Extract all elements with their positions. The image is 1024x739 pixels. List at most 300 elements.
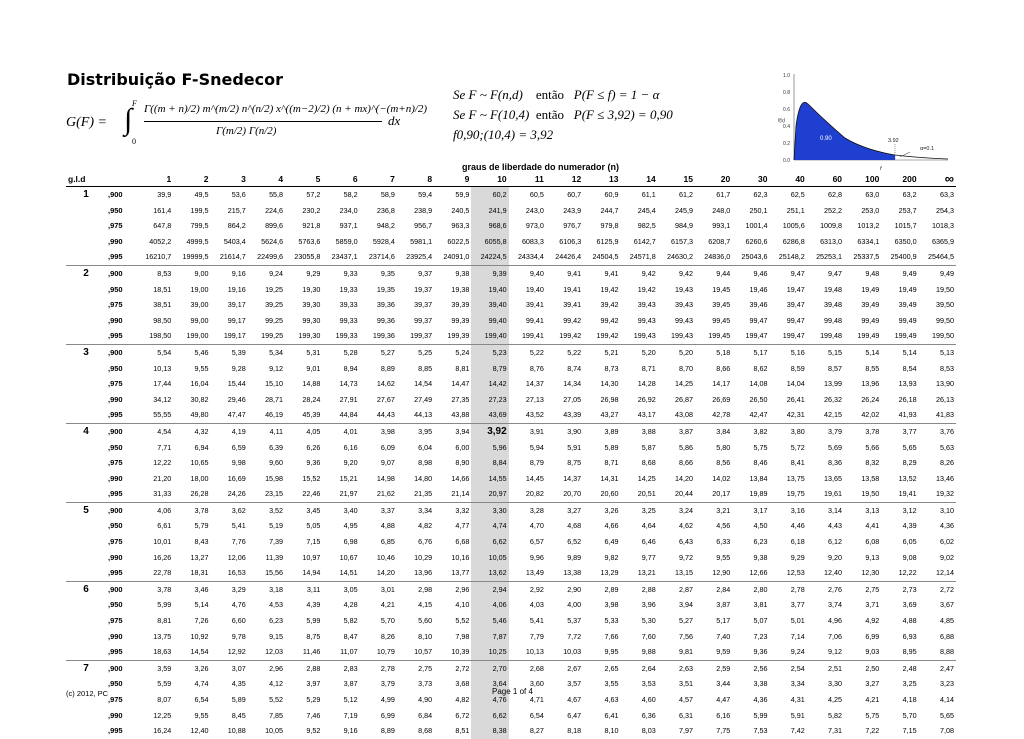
table-cell: 26,87 (674, 394, 693, 404)
table-cell: 19,48 (824, 284, 843, 294)
probability-cell: ,975 (108, 300, 123, 310)
table-row (66, 361, 956, 377)
probability-cell: ,990 (108, 710, 123, 720)
table-cell: 8,79 (529, 458, 544, 468)
table-cell: 14,34 (563, 379, 582, 389)
table-cell: 13,49 (525, 568, 544, 578)
table-cell: 5,79 (194, 521, 209, 531)
table-cell: 8,10 (418, 631, 433, 641)
table-row (66, 581, 956, 597)
probability-cell: ,975 (108, 458, 123, 468)
table-cell: 4,05 (285, 423, 322, 439)
table-cell: 6106,3 (559, 236, 582, 246)
f-distribution-table (66, 172, 956, 739)
table-cell: 24224,5 (471, 249, 508, 265)
df-denominator-cell: 4 (66, 423, 106, 439)
table-cell: 2,75 (397, 660, 434, 676)
probability-cell: ,995 (108, 647, 123, 657)
probability-cell: ,995 (108, 331, 123, 341)
table-cell: 20,60 (600, 489, 619, 499)
table-cell: 5,14 (881, 344, 918, 360)
table-cell: 27,13 (525, 394, 544, 404)
table-cell: 6,39 (269, 442, 284, 452)
table-cell: 5,27 (678, 616, 693, 626)
table-cell: 7,76 (231, 537, 246, 547)
table-cell: 14,94 (302, 568, 321, 578)
table-cell: 6,23 (753, 537, 768, 547)
table-cell: 10,05 (471, 550, 508, 566)
table-cell: 5,41 (529, 616, 544, 626)
table-cell: 3,82 (732, 423, 769, 439)
table-cell: 13,46 (936, 473, 954, 483)
table-cell: 5,20 (658, 344, 695, 360)
table-cell: 3,68 (455, 679, 470, 689)
table-cell: 21614,7 (219, 252, 246, 262)
table-cell: 7,42 (790, 726, 805, 736)
table-cell: 5,39 (211, 344, 248, 360)
table-cell: 39,50 (936, 300, 954, 310)
table-cell: 4,53 (269, 600, 284, 610)
table-cell: 2,75 (844, 581, 881, 597)
probability-cell: ,900 (106, 344, 136, 360)
table-cell: 4,06 (136, 502, 173, 518)
table-cell: 9,24 (790, 647, 805, 657)
col-header-16: 20 (695, 172, 732, 187)
table-cell: 5,27 (360, 344, 397, 360)
table-cell: 6286,8 (782, 236, 805, 246)
table-cell: 3,87 (658, 423, 695, 439)
table-cell: 8,84 (471, 455, 508, 471)
table-cell: 3,21 (695, 502, 732, 518)
table-cell: 16,04 (190, 379, 209, 389)
table-cell: 6,62 (471, 708, 508, 724)
table-cell: 3,87 (343, 679, 358, 689)
table-cell: 199,00 (186, 331, 209, 341)
table-cell: 5,70 (380, 616, 395, 626)
table-cell: 2,65 (583, 660, 620, 676)
table-cell: 39,43 (637, 300, 656, 310)
table-cell: 19,49 (861, 284, 880, 294)
table-cell: 3,57 (567, 679, 582, 689)
table-cell: 12,40 (824, 568, 843, 578)
probability-cell: ,995 (108, 489, 123, 499)
table-cell: 19,30 (302, 284, 321, 294)
table-cell: 3,74 (828, 600, 843, 610)
table-cell: 26,69 (712, 394, 731, 404)
table-cell: 99,42 (563, 315, 582, 325)
df-denominator-cell (66, 392, 106, 408)
table-cell: 57,2 (285, 187, 322, 203)
table-cell: 5,41 (231, 521, 246, 531)
table-cell: 39,49 (898, 300, 917, 310)
table-cell: 14,62 (376, 379, 395, 389)
table-cell: 10,03 (563, 647, 582, 657)
table-cell: 99,49 (898, 315, 917, 325)
table-cell: 19,45 (712, 284, 731, 294)
table-cell: 4,00 (567, 600, 582, 610)
table-cell: 12,40 (190, 726, 209, 736)
table-cell: 3,77 (790, 600, 805, 610)
table-cell: 7,40 (716, 631, 731, 641)
table-cell: 5928,4 (372, 236, 395, 246)
table-cell: 5,52 (269, 695, 284, 704)
table-cell: 20,44 (674, 489, 693, 499)
table-cell: 6,54 (529, 710, 544, 720)
table-cell: 19,33 (339, 284, 358, 294)
table-cell: 230,2 (302, 205, 321, 215)
table-cell: 4,31 (790, 695, 805, 704)
table-cell: 6,88 (940, 631, 954, 641)
table-cell: 8,73 (604, 363, 619, 373)
table-cell: 25337,5 (853, 252, 880, 262)
table-cell: 5,29 (306, 695, 321, 704)
table-cell: 5,13 (919, 344, 956, 360)
table-cell: 9,48 (844, 265, 881, 281)
table-cell: 43,27 (600, 410, 619, 420)
table-cell: 99,45 (712, 315, 731, 325)
table-cell: 16,26 (153, 552, 172, 562)
table-cell: 4,41 (865, 521, 880, 531)
table-cell: 9,33 (322, 265, 359, 281)
table-cell: 14,30 (600, 379, 619, 389)
table-cell: 2,72 (919, 581, 956, 597)
table-cell: 10,65 (190, 458, 209, 468)
table-cell: 7,53 (753, 726, 768, 736)
table-cell: 921,8 (302, 221, 321, 231)
table-cell: 9,89 (567, 552, 582, 562)
table-cell: 12,06 (227, 552, 246, 562)
table-cell: 53,6 (211, 187, 248, 203)
table-cell: 46,19 (265, 410, 284, 420)
table-cell: 6,18 (790, 537, 805, 547)
table-cell: 5,89 (604, 442, 619, 452)
formula-numerator: Γ((m + n)/2) m^(m/2) n^(n/2) x^((m−2)/2) (n + mx)^(−(m+n)/2) (144, 103, 428, 115)
table-cell: 6,26 (306, 442, 321, 452)
table-cell: 253,0 (861, 205, 880, 215)
table-cell: 5,34 (248, 344, 285, 360)
table-cell: 4,43 (828, 521, 843, 531)
table-cell: 199,17 (223, 331, 246, 341)
table-cell: 62,5 (770, 187, 807, 203)
table-cell: 99,37 (414, 315, 433, 325)
formula-dx: dx (388, 113, 401, 128)
table-cell: 4,76 (231, 600, 246, 610)
table-cell: 8,75 (306, 631, 321, 641)
table-cell: 7,46 (306, 710, 321, 720)
table-cell: 3,30 (828, 679, 843, 689)
probability-cell: ,975 (108, 616, 123, 626)
table-cell: 99,50 (936, 315, 954, 325)
table-row (66, 313, 956, 329)
table-cell: 250,1 (749, 205, 768, 215)
table-cell: 937,1 (339, 221, 358, 231)
table-cell: 2,50 (844, 660, 881, 676)
table-cell: 3,52 (248, 502, 285, 518)
table-cell: 14,42 (471, 376, 508, 392)
table-cell: 26,98 (600, 394, 619, 404)
table-cell: 4,68 (567, 521, 582, 531)
table-cell: 10,92 (190, 631, 209, 641)
table-cell: 4,50 (753, 521, 768, 531)
table-cell: 4,82 (455, 695, 470, 704)
probability-cell: ,975 (108, 221, 123, 231)
table-cell: 11,46 (302, 647, 321, 657)
table-cell: 6,47 (567, 710, 582, 720)
table-cell: 99,43 (637, 315, 656, 325)
probability-cell: ,975 (108, 379, 123, 389)
table-cell: 2,51 (807, 660, 844, 676)
table-cell: 8,27 (529, 726, 544, 736)
table-cell: 4,70 (529, 521, 544, 531)
col-header-15: 15 (658, 172, 695, 187)
table-cell: 6,36 (641, 710, 656, 720)
table-cell: 43,69 (471, 407, 508, 423)
table-cell: 14,37 (563, 473, 582, 483)
table-cell: 7,15 (902, 726, 917, 736)
table-cell: 2,88 (620, 581, 657, 597)
table-cell: 5,14 (844, 344, 881, 360)
table-cell: 14,54 (190, 647, 209, 657)
table-cell: 25148,2 (778, 252, 805, 262)
table-cell: 9,47 (807, 265, 844, 281)
table-cell: 3,29 (211, 581, 248, 597)
table-cell: 61,1 (620, 187, 657, 203)
table-cell: 99,40 (471, 313, 508, 329)
table-cell: 8,36 (828, 458, 843, 468)
page-title: Distribuição F-Snedecor (67, 70, 283, 89)
table-cell: 5,25 (397, 344, 434, 360)
table-cell: 5,28 (322, 344, 359, 360)
table-cell: 99,30 (302, 315, 321, 325)
table-row (66, 518, 956, 534)
table-row (66, 297, 956, 313)
table-cell: 6,72 (455, 710, 470, 720)
table-cell: 26,28 (190, 489, 209, 499)
table-cell: 3,01 (360, 581, 397, 597)
table-cell: 58,9 (360, 187, 397, 203)
table-cell: 24091,0 (443, 252, 470, 262)
table-cell: 2,70 (471, 660, 508, 676)
df-denominator-cell (66, 597, 106, 613)
table-cell: 15,10 (265, 379, 284, 389)
table-cell: 2,87 (658, 581, 695, 597)
table-cell: 60,7 (546, 187, 583, 203)
table-cell: 16,53 (227, 568, 246, 578)
table-cell: 9,78 (231, 631, 246, 641)
table-cell: 8,95 (902, 647, 917, 657)
table-cell: 4,21 (380, 600, 395, 610)
table-cell: 39,45 (712, 300, 731, 310)
table-cell: 4,96 (828, 616, 843, 626)
table-cell: 19999,5 (182, 252, 209, 262)
table-cell: 7,97 (678, 726, 693, 736)
probability-cell: ,950 (108, 442, 123, 452)
table-cell: 6260,6 (745, 236, 768, 246)
table-cell: 22,46 (302, 489, 321, 499)
table-cell: 199,30 (298, 331, 321, 341)
table-cell: 24,26 (227, 489, 246, 499)
table-cell: 2,98 (397, 581, 434, 597)
table-cell: 979,8 (600, 221, 619, 231)
table-cell: 3,44 (716, 679, 731, 689)
table-cell: 3,60 (529, 679, 544, 689)
table-cell: 14,08 (749, 379, 768, 389)
table-cell: 224,6 (265, 205, 284, 215)
table-cell: 6,68 (455, 537, 470, 547)
table-cell: 27,23 (471, 392, 508, 408)
table-cell: 13,27 (190, 552, 209, 562)
table-cell: 19,40 (471, 282, 508, 298)
table-cell: 6313,0 (820, 236, 843, 246)
table-row (66, 282, 956, 298)
table-cell: 14,04 (786, 379, 805, 389)
table-cell: 3,38 (753, 679, 768, 689)
table-cell: 14,47 (451, 379, 470, 389)
df-denominator-cell (66, 613, 106, 629)
table-cell: 10,13 (153, 363, 172, 373)
table-cell: 9,13 (865, 552, 880, 562)
numerator-df-label: graus de liberdade do numerador (n) (462, 162, 620, 172)
table-cell: 6,99 (380, 710, 395, 720)
table-cell: 5,46 (173, 344, 210, 360)
table-cell: 9,24 (248, 265, 285, 281)
corner-header: g.l.d (66, 172, 106, 187)
table-cell: 9,88 (641, 647, 656, 657)
table-cell: 14,17 (712, 379, 731, 389)
table-cell: 5,15 (807, 344, 844, 360)
table-cell: 10,79 (376, 647, 395, 657)
table-row (66, 629, 956, 645)
table-cell: 39,48 (824, 300, 843, 310)
table-row (66, 723, 956, 739)
table-cell: 6,60 (231, 616, 246, 626)
table-cell: 3,80 (770, 423, 807, 439)
probability-cell: ,975 (108, 695, 123, 704)
table-cell: 199,42 (559, 331, 582, 341)
table-cell: 241,9 (471, 203, 508, 219)
table-cell: 8,76 (529, 363, 544, 373)
table-cell: 4,62 (678, 521, 693, 531)
table-cell: 14,20 (674, 473, 693, 483)
table-cell: 5,80 (716, 442, 731, 452)
formula-lhs: G(F) = (66, 115, 107, 130)
table-cell: 5,82 (828, 710, 843, 720)
table-cell: 4,85 (940, 616, 954, 626)
table-cell: 14,66 (451, 473, 470, 483)
table-cell: 10,05 (265, 726, 284, 736)
table-cell: 4,36 (753, 695, 768, 704)
table-cell: 3,34 (790, 679, 805, 689)
df-denominator-cell (66, 455, 106, 471)
table-cell: 7,71 (157, 442, 172, 452)
table-cell: 20,97 (471, 486, 508, 502)
table-cell: 14,25 (637, 473, 656, 483)
table-cell: 4,57 (678, 695, 693, 704)
table-cell: 19,32 (936, 489, 954, 499)
table-row (66, 486, 956, 502)
table-cell: 6,52 (567, 537, 582, 547)
table-cell: 8,51 (455, 726, 470, 736)
table-cell: 4,99 (380, 695, 395, 704)
table-cell: 12,14 (936, 568, 954, 578)
table-cell: 9,35 (360, 265, 397, 281)
table-cell: 39,42 (600, 300, 619, 310)
table-cell: 18,51 (153, 284, 172, 294)
table-cell: 5,19 (269, 521, 284, 531)
table-cell: 3,84 (695, 423, 732, 439)
table-cell: 8,29 (902, 458, 917, 468)
table-cell: 199,43 (671, 331, 693, 341)
table-cell: 19,46 (749, 284, 768, 294)
table-cell: 2,96 (434, 581, 471, 597)
table-cell: 2,76 (807, 581, 844, 597)
df-denominator-cell: 5 (66, 502, 106, 518)
area-label: 0.90 (820, 136, 832, 142)
table-cell: 39,30 (302, 300, 321, 310)
probability-cell: ,950 (108, 284, 123, 294)
table-cell: 6055,8 (471, 234, 508, 250)
table-cell: 4,88 (902, 616, 917, 626)
table-cell: 8,07 (157, 695, 172, 704)
table-cell: 4,39 (306, 600, 321, 610)
table-cell: 21,62 (376, 489, 395, 499)
table-cell: 1001,4 (745, 221, 768, 231)
table-cell: 3,97 (306, 679, 321, 689)
table-cell: 5,65 (902, 442, 917, 452)
table-cell: 49,80 (190, 410, 209, 420)
table-cell: 6,00 (455, 442, 470, 452)
table-cell: 4,74 (194, 679, 209, 689)
table-cell: 9,98 (231, 458, 246, 468)
table-cell: 4,63 (604, 695, 619, 704)
table-cell: 59,9 (434, 187, 471, 203)
table-cell: 8,88 (940, 647, 954, 657)
table-cell: 9,41 (546, 265, 583, 281)
col-header-12: 12 (546, 172, 583, 187)
table-cell: 5403,4 (223, 236, 246, 246)
table-cell: 243,0 (525, 205, 544, 215)
table-cell: 24836,0 (704, 252, 731, 262)
table-cell: 244,7 (600, 205, 619, 215)
table-cell: 9,42 (658, 265, 695, 281)
table-cell: 23,15 (265, 489, 284, 499)
table-cell: 2,59 (695, 660, 732, 676)
table-cell: 3,98 (360, 423, 397, 439)
footer-page: Page 1 of 4 (492, 687, 533, 696)
table-cell: 9,59 (716, 647, 731, 657)
table-cell: 8,18 (567, 726, 582, 736)
df-denominator-cell (66, 550, 106, 566)
table-cell: 12,25 (153, 710, 172, 720)
table-cell: 3,13 (844, 502, 881, 518)
table-cell: 9,29 (285, 265, 322, 281)
table-cell: 199,49 (857, 331, 880, 341)
table-cell: 3,27 (546, 502, 583, 518)
table-cell: 99,25 (265, 315, 284, 325)
table-cell: 8,89 (380, 726, 395, 736)
table-cell: 8,41 (790, 458, 805, 468)
table-cell: 13,29 (600, 568, 619, 578)
table-cell: 4,54 (136, 423, 173, 439)
table-row (66, 265, 956, 281)
table-cell: 5,70 (902, 710, 917, 720)
table-cell: 6,57 (529, 537, 544, 547)
table-cell: 6,85 (380, 537, 395, 547)
table-cell: 6,16 (343, 442, 358, 452)
table-cell: 8,74 (567, 363, 582, 373)
alpha-header (106, 172, 136, 187)
table-cell: 3,05 (322, 581, 359, 597)
